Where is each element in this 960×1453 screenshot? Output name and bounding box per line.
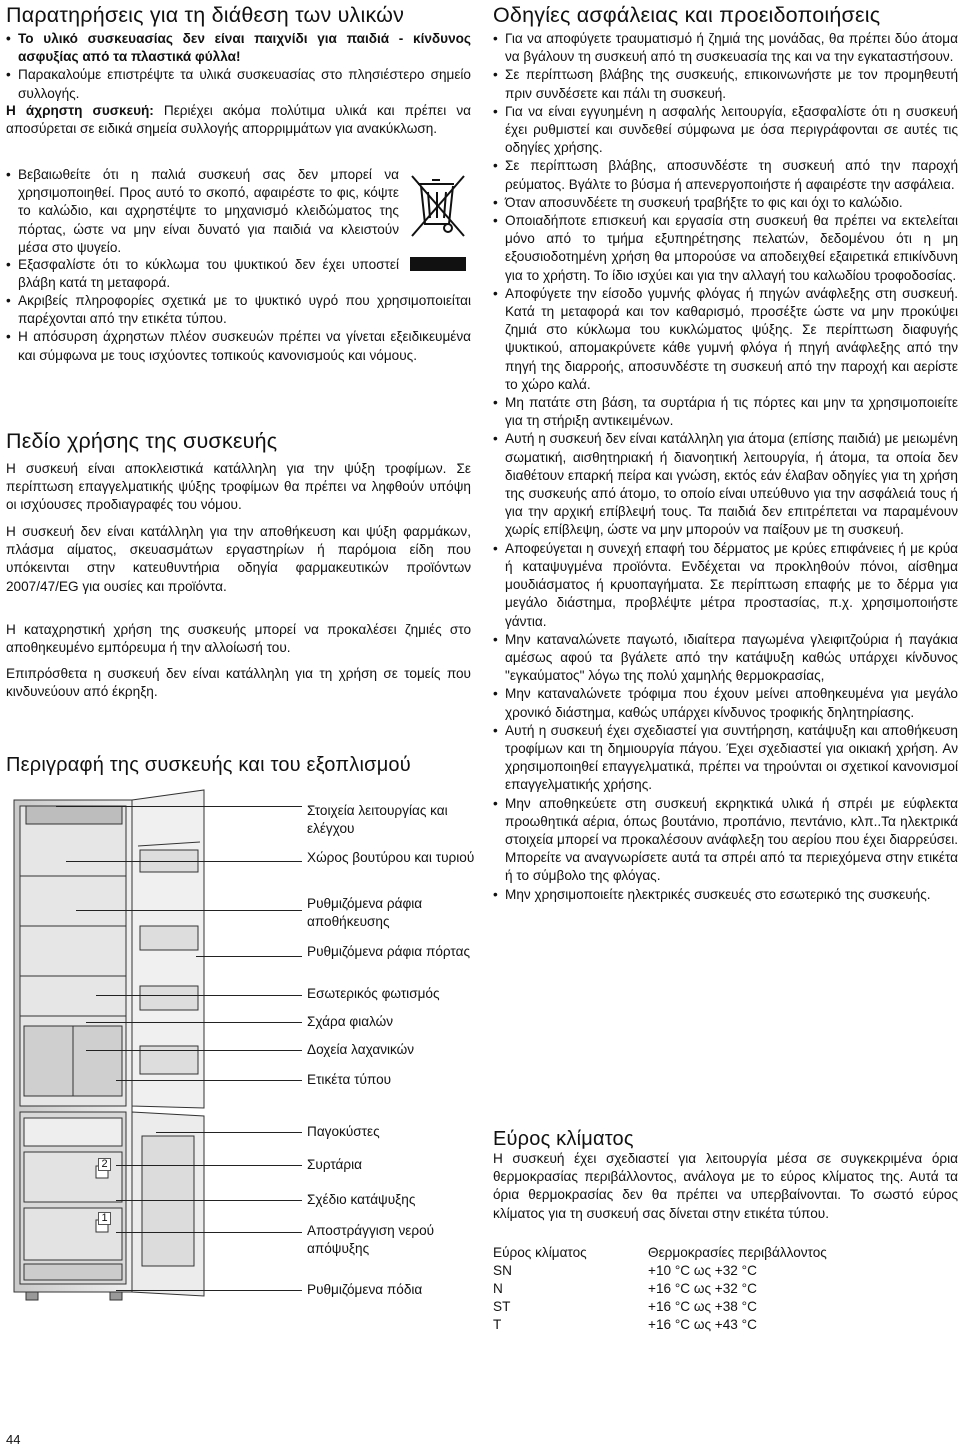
safety-item: • Αποφύγετε την είσοδο γυμνής φλόγας ή πηγών ανάφλεξης στη συσκευή. Κατά τη μεταφορά και τον καθαρισμό, προσέξτε ώστε να μην προκύψει ζημιά στο κύκλωμα του κυκλώματος ψύξης. Σε περίπτωση διαφυγής ψυκτικού, απομακρύνετε κάθε γυμνή φλόγα ή πηγή ανάφλεξης από την πηγή της διαρροής, αποσυνδέστε τη συσκευή από την παροχή και αερίστε το χώρο καλά.	[493, 285, 958, 394]
crossed-bin-icon	[410, 172, 468, 242]
leader-line	[56, 806, 302, 807]
description-title: Περιγραφή της συσκευής και του εξοπλισμού	[6, 754, 411, 776]
leader-line	[66, 861, 302, 862]
climate-table	[493, 1244, 827, 1334]
climate-range: +10 °C ως +32 °C	[648, 1263, 757, 1278]
climate-header-cell: Θερμοκρασίες περιβάλλοντος	[648, 1245, 827, 1260]
safety-item: • Αυτή η συσκευή δεν είναι κατάλληλη για άτομα (επίσης παιδιά) με μειωμένη σωματική, αισθητηριακή ή διανοητική λειτουργία, ή άτομα, τα οποία δεν διαθέτουν επαρκή πείρα και γνώση, εκτός εάν έλαβαν οδηγίες για τη χρήση της συσκευής από άτομο, το οποίο είναι υπεύθυνο για την ασφάλειά τους ή για την αρχική επίβλεψή τους. Τα παιδιά δεν επιτρέπεται να παραμένουν χωρίς επίβλεψη, ώστε να μην μπορούν να παίξουν με τη συσκευή.	[493, 430, 958, 539]
usage-paragraph: Η καταχρηστική χρήση της συσκευής μπορεί να προκαλέσει ζημιές στο αποθηκευμένο εμπόρευμα ή την αλλοίωσή του.	[6, 622, 471, 656]
appliance-diagram	[6, 786, 306, 1306]
safety-item: • Αυτή η συσκευή έχει σχεδιαστεί για συντήρηση, κατάψυξη και αποθήκευση τροφίμων και τη δημιουργία πάγου. Έχει σχεδιαστεί για οικιακή χρήση. Αν χρησιμοποιηθεί επαγγελματικά, πρέπει να τηρούνται οι σχετικοί κανονισμοί επαγγελματικής χρήσης.	[493, 722, 958, 795]
disposal-title: Παρατηρήσεις για τη διάθεση των υλικών	[6, 3, 405, 27]
callout-label: Παγοκύστες	[307, 1124, 380, 1139]
usage-paragraph: Επιπρόσθετα η συσκευή δεν είναι κατάλληλη για τη χρήση σε τομείς που κινδυνεύουν από έκρηξη.	[6, 666, 471, 700]
leader-line	[156, 1132, 302, 1133]
climate-table-header	[493, 1244, 827, 1262]
disposal-item: • Ακριβείς πληροφορίες σχετικά με το ψυκτικό υγρό που χρησιμοποιείται παρέχονται από την ετικέτα τύπου.	[6, 292, 471, 328]
leader-line	[116, 1200, 302, 1201]
callout-label: Σχέδιο κατάψυξης	[307, 1192, 416, 1207]
callout-label: Εσωτερικός φωτισμός	[307, 986, 440, 1001]
leader-line	[116, 1080, 302, 1081]
leader-line	[86, 1050, 302, 1051]
safety-item: • Όταν αποσυνδέετε τη συσκευή τραβήξτε το φις και όχι το καλώδιο.	[493, 194, 958, 212]
disposal-paragraph-lead: Η άχρηστη συσκευή:	[6, 103, 154, 118]
climate-class: N	[493, 1281, 503, 1296]
disposal-paragraph-text: Περιέχει ακόμα πολύτιμα υλικά και πρέπει να αποσύρεται σε ειδικά σημεία συλλογής απορριμμάτων για ανακύκλωση.	[6, 103, 471, 137]
safety-item: • Σε περίπτωση βλάβης της συσκευής, επικοινωνήστε με τον προμηθευτή πριν συνδέσετε και πάλι τη συσκευή.	[493, 66, 958, 102]
table-row	[493, 1316, 827, 1334]
safety-item: • Μην χρησιμοποιείτε ηλεκτρικές συσκευές στο εσωτερικό της συσκευής.	[493, 886, 958, 904]
safety-item: • Μη πατάτε στη βάση, τα συρτάρια ή τις πόρτες και μην τα χρησιμοποιείτε για τη στήριξη αντικειμένων.	[493, 394, 958, 430]
leader-line	[86, 1022, 302, 1023]
callout-label: Συρτάρια	[307, 1157, 363, 1172]
callout-label: Αποστράγγιση νερού απόψυξης	[307, 1223, 435, 1257]
safety-item: • Οποιαδήποτε επισκευή και εργασία στη συσκευή θα πρέπει να εκτελείται μόνο από το τμήμα εξυπηρέτησης πελατών, δεδομένου ότι η μη εξουσιοδοτημένη χρήση θα μπορούσε να αποδειχθεί εξαιρετικά επικίνδυνη για το χρήστη. Το ίδιο ισχύει και για την αλλαγή του καλωδίου τροφοδοσίας.	[493, 212, 958, 285]
page-number: 44	[6, 1432, 21, 1447]
climate-class: ST	[493, 1299, 511, 1314]
drawer-number: 2	[98, 1158, 111, 1171]
leader-line	[196, 956, 302, 957]
disposal-item: • Εξασφαλίστε ότι το κύκλωμα του ψυκτικού δεν έχει υποστεί βλάβη κατά τη μεταφορά.	[6, 256, 399, 292]
leader-line	[116, 1290, 302, 1291]
leader-line	[96, 995, 302, 996]
disposal-item: • Βεβαιωθείτε ότι η παλιά συσκευή σας δεν μπορεί να χρησιμοποιηθεί. Προς αυτό το σκοπό, αφαιρέστε το φις, κόψτε το καλώδιο, και αχρηστέψτε το μηχανισμό κλειδώματος της πόρτας, ώστε να μην είναι δυνατό για παιδιά να κλειστούν μέσα στο ψυγείο.	[6, 166, 399, 257]
usage-paragraph: Η συσκευή δεν είναι κατάλληλη για την αποθήκευση και ψύξη φαρμάκων, πλάσμα αίματος, σκευασμάτων εργαστηρίων ή παρόμοια είδη που υπόκεινται στην κατευθυντήρια οδηγία φαρμακευτικών προϊόντων 2007/47/EG για ουσίες και προϊόντα.	[6, 524, 471, 594]
safety-item: • Για να είναι εγγυημένη η ασφαλής λειτουργία, εξασφαλίστε ότι η συσκευή έχει ρυθμιστεί και συνδεθεί σύμφωνα με όσα περιγράφονται σε αυτές τις οδηγίες χρήσης.	[493, 103, 958, 158]
climate-class: SN	[493, 1263, 512, 1278]
black-bar	[410, 257, 466, 271]
callout-label: Σχάρα φιαλών	[307, 1014, 394, 1029]
climate-range: +16 °C ως +43 °C	[648, 1317, 757, 1332]
climate-range: +16 °C ως +38 °C	[648, 1299, 757, 1314]
climate-text: Η συσκευή έχει σχεδιαστεί για λειτουργία μέσα σε συγκεκριμένα όρια θερμοκρασίας περιβάλλοντος, ανάλογα με το εύρος κλίματος της. Αυτά τα όρια θερμοκρασίας δεν θα πρέπει να υπερβαίνονται. Το σωστό εύρος κλίματος για τη συσκευή σας δίνεται στην ετικέτα τύπου.	[493, 1151, 958, 1221]
disposal-item: • Το υλικό συσκευασίας δεν είναι παιχνίδι για παιδιά - κίνδυνος ασφυξίας από τα πλαστικά φύλλα!	[6, 30, 471, 66]
disposal-list-d	[6, 292, 471, 365]
table-row	[493, 1298, 827, 1316]
safety-title: Οδηγίες ασφάλειας και προειδοποιήσεις	[493, 3, 881, 27]
climate-title: Εύρος κλίματος	[493, 1128, 634, 1150]
usage-title: Πεδίο χρήσης της συσκευής	[6, 429, 278, 453]
safety-item: • Για να αποφύγετε τραυματισμό ή ζημιά της μονάδας, θα πρέπει δύο άτομα να βγάλουν τη συσκευή από τη συσκευασία της και να την εγκαταστήσουν.	[493, 30, 958, 66]
safety-item: • Μην καταναλώνετε παγωτό, ιδιαίτερα παγωμένα γλειφιτζούρια ή παγάκια αμέσως αφού τα βγάλετε από την κατάψυξη καθώς υπάρχει κίνδυνος "εγκαύματος" λόγω της πολύ χαμηλής θερμοκρασίας,	[493, 631, 958, 686]
callout-label: Ρυθμιζόμενα ράφια πόρτας	[307, 944, 471, 959]
callout-label: Χώρος βουτύρου και τυριού	[307, 850, 475, 865]
drawer-number: 1	[98, 1212, 111, 1225]
leader-line	[116, 1232, 302, 1233]
callout-label: Ρυθμιζόμενα πόδια	[307, 1282, 423, 1297]
usage-paragraph: Η συσκευή είναι αποκλειστικά κατάλληλη για την ψύξη τροφίμων. Σε περίπτωση επαγγελματικής ψύξης τροφίμων θα πρέπει να ληφθούν υπόψη οι ισχύουσες προδιαγραφές του νόμου.	[6, 461, 471, 513]
disposal-item: • Παρακαλούμε επιστρέψτε τα υλικά συσκευασίας στο πλησιέστερο σημείο συλλογής.	[6, 66, 471, 102]
climate-range: +16 °C ως +32 °C	[648, 1281, 757, 1296]
safety-item: • Μην αποθηκεύετε στη συσκευή εκρηκτικά υλικά ή σπρέι με εύφλεκτα προωθητικά αέρια, όπως βουτάνιο, προπάνιο, πεντάνιο, κλπ..Τα ηλεκτρικά στοιχεία μπορεί να προκαλέσουν ανάφλεξη του αερίου που έχει διαρρεύσει. Μπορείτε να αναγνωρίσετε αυτά τα σπρέι από τα περιεχόμενα στην ετικέτα ή το σύμβολο της φλόγας.	[493, 795, 958, 886]
disposal-paragraph	[6, 102, 471, 138]
climate-header-cell: Εύρος κλίματος	[493, 1245, 587, 1260]
disposal-list-c	[6, 256, 399, 292]
safety-list	[493, 30, 958, 904]
disposal-list-b	[6, 166, 399, 257]
safety-item: • Μην καταναλώνετε τρόφιμα που έχουν μείνει αποθηκευμένα για μεγάλο χρονικό διάστημα, καθώς υπάρχει κίνδυνος τροφικής δηλητηρίασης.	[493, 685, 958, 721]
disposal-list-a	[6, 30, 471, 103]
callout-label: Ρυθμιζόμενα ράφια αποθήκευσης	[307, 896, 423, 930]
callout-label: Στοιχεία λειτουργίας και ελέγχου	[307, 803, 448, 837]
table-row	[493, 1280, 827, 1298]
callout-label: Δοχεία λαχανικών	[307, 1042, 415, 1057]
disposal-item: • Η απόσυρση άχρηστων πλέον συσκευών πρέπει να γίνεται εξειδικευμένα και σύμφωνα με τους ισχύοντες τοπικούς κανονισμούς και νόμους.	[6, 328, 471, 364]
table-row	[493, 1262, 827, 1280]
climate-class: T	[493, 1317, 502, 1332]
safety-item: • Σε περίπτωση βλάβης, αποσυνδέστε τη συσκευή από την παροχή ρεύματος. Βγάλτε το βύσμα ή απενεργοποιήστε ή αφαιρέστε την ασφάλεια.	[493, 157, 958, 193]
callout-label: Ετικέτα τύπου	[307, 1072, 392, 1087]
leader-line	[116, 1165, 302, 1166]
safety-item: • Αποφεύγεται η συνεχή επαφή του δέρματος με κρύες επιφάνειες ή με κρύα ή καταψυγμένα προϊόντα. Ενδέχεται να προκληθούν πόνοι, αίσθημα μουδιάσματος ή κρυοπαγήματα. Σε περίπτωση επαφής με το δέρμα για μεγάλο διάστημα, προβλέψτε μέτρα προστασίας, π.χ. χρησιμοποιήστε γάντια.	[493, 540, 958, 631]
leader-line	[76, 910, 302, 911]
